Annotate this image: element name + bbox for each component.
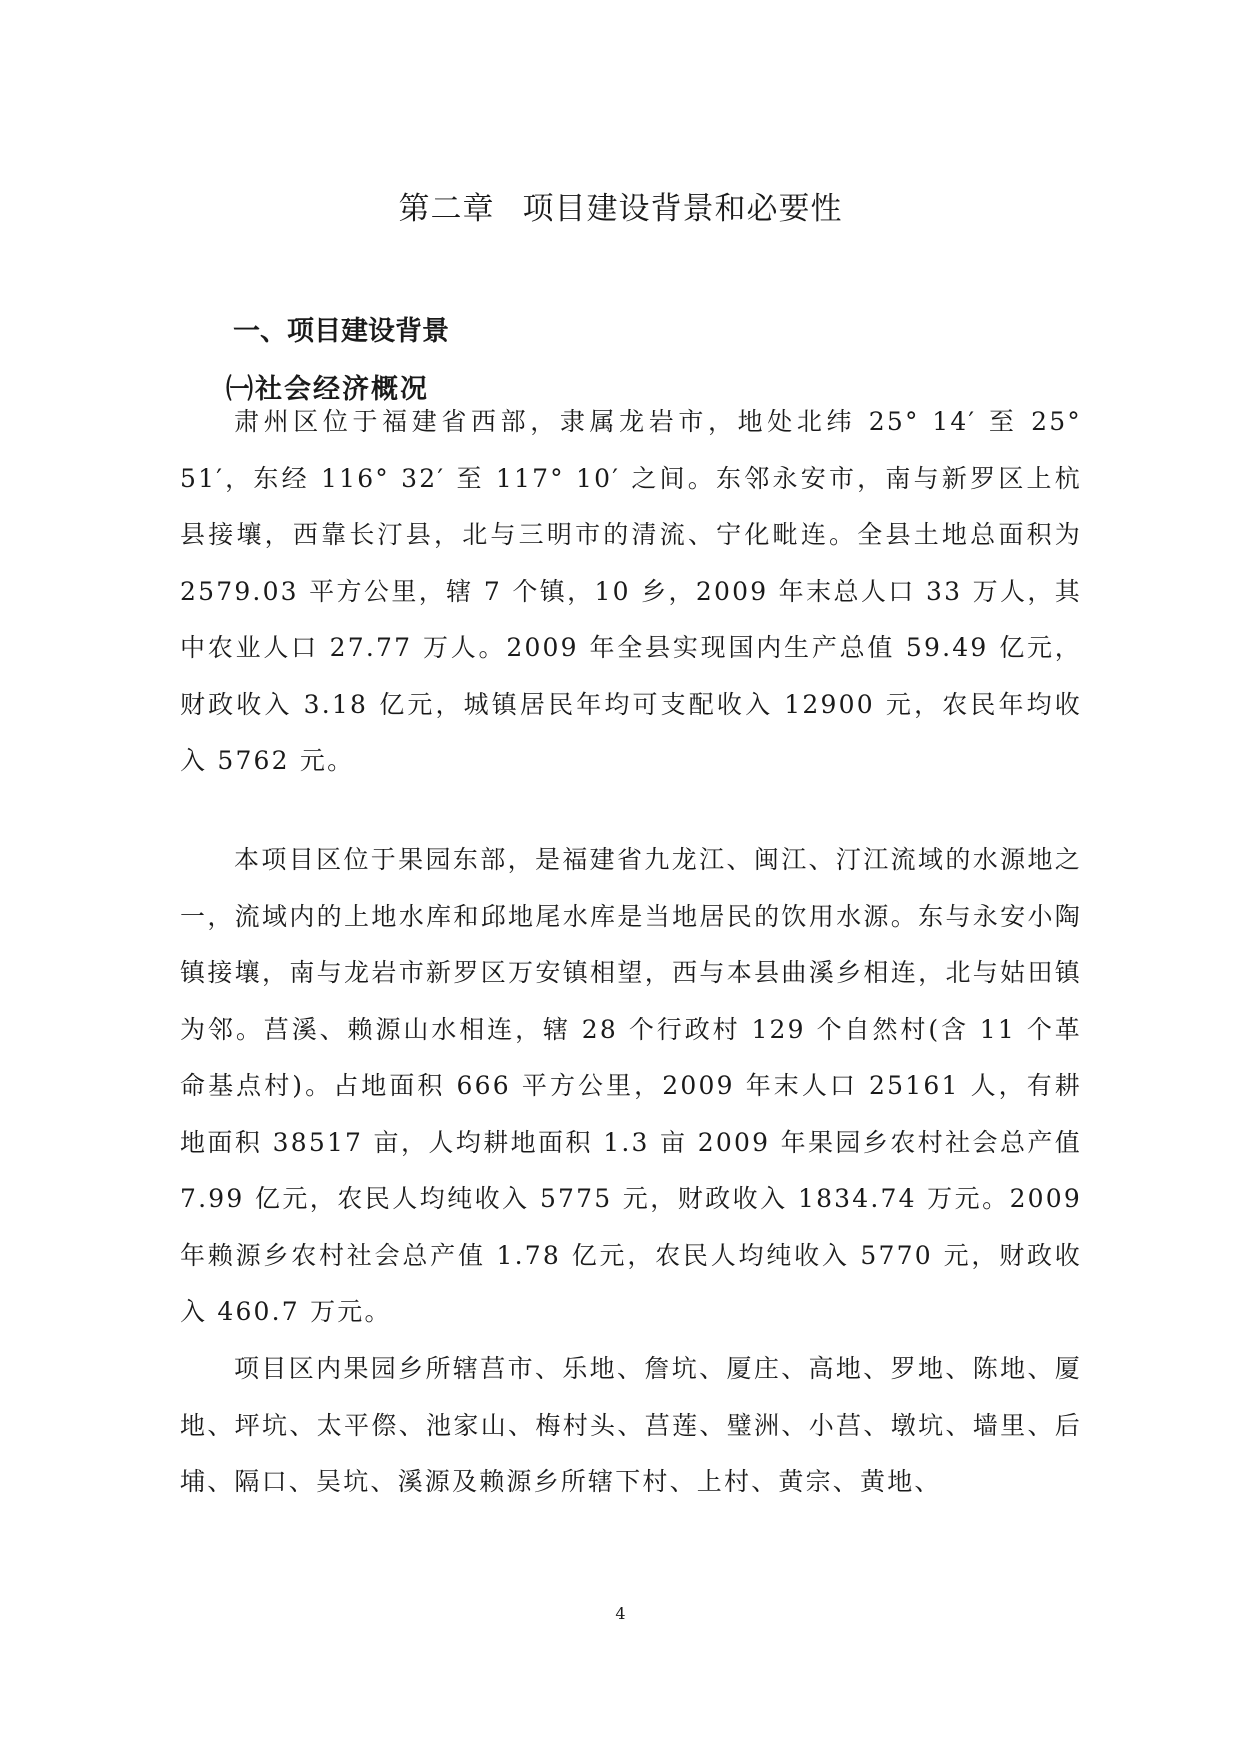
section-heading: 一、项目建设背景 [233, 316, 449, 347]
chapter-title-text: 项目建设背景和必要性 [522, 191, 843, 227]
page-number: 4 [615, 1604, 626, 1623]
chapter-number-label: 第二章 [398, 191, 495, 227]
paragraph-project-area: 本项目区位于果园东部，是福建省九龙江、闽江、汀江流域的水源地之一，流域内的上地水库和邱地尾水库是当地居民的饮用水源。东与永安小陶镇接壤，南与龙岩市新罗区万安镇相望，西与本县曲溪乡相连，北与姑田镇为邻。莒溪、赖源山水相连，辖 28 个行政村 129 个自然村(含 11 个革命基点村)。占地面积 666 平方公里，2009 年末人口 25161 人，有耕地面积 38517 亩，人均耕地面积 1.3 亩 2009 年果园乡农村社会总产值 7.99 亿元，农民人均纯收入 5775 元，财政收入 1834.74 万元。2009 年赖源乡农村社会总产值 1.78 亿元，农民人均纯收入 5770 元，财政收入 460.7 万元。 [180, 845, 1082, 1326]
paragraph-socioeconomic-overview: 肃州区位于福建省西部，隶属龙岩市，地处北纬 25° 14′ 至 25° 51′，东经 116° 32′ 至 117° 10′ 之间。东邻永安市，南与新罗区上杭县接壤，西靠长汀县，北与三明市的清流、宁化毗连。全县土地总面积为 2579.03 平方公里，辖 7 个镇，10 乡，2009 年末总人口 33 万人，其中农业人口 27.77 万人。2009 年全县实现国内生产总值 59.49 亿元，财政收入 3.18 亿元，城镇居民年均可支配收入 12900 元，农民年均收入 5762 元。 [180, 407, 1082, 775]
paragraph-project-villages: 项目区内果园乡所辖莒市、乐地、詹坑、厦庄、高地、罗地、陈地、厦地、坪坑、太平傺、池家山、梅村头、莒莲、璧洲、小莒、墩坑、墙里、后埔、隔口、吴坑、溪源及赖源乡所辖下村、上村、黄宗、黄地、 [180, 1354, 1082, 1496]
subsection-heading: ㈠社会经济概况 [226, 374, 429, 405]
chapter-title [0, 187, 1241, 231]
